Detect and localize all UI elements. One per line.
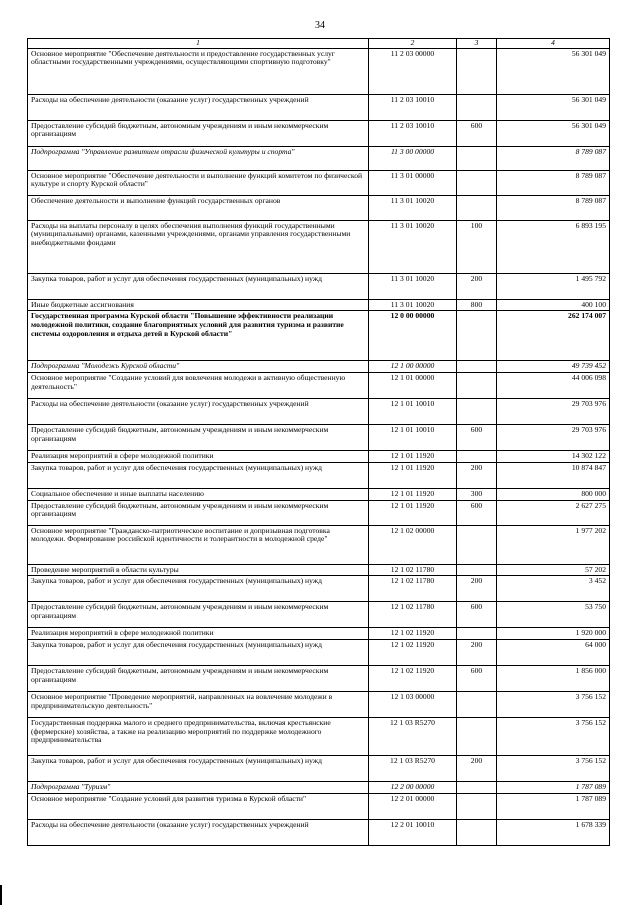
row-amount-cell: 1 920 000 (497, 628, 610, 640)
row-expense-type-cell (457, 373, 497, 399)
row-name-cell: Государственная программа Курской области "Повышение эффективности реализации молодежной политики, создание благоприятных условий для развития туризма и развитие системы оздоровления и отдыха детей в Курской области" (28, 311, 369, 361)
row-expense-type-cell (457, 717, 497, 755)
row-expense-type-cell (457, 311, 497, 361)
table-row (28, 500, 610, 525)
table-row (28, 220, 610, 273)
table-row (28, 781, 610, 793)
row-amount-cell: 3 452 (497, 576, 610, 602)
row-amount-cell: 262 174 007 (497, 311, 610, 361)
row-code-cell: 12 1 02 11780 (369, 602, 457, 628)
row-amount-cell: 400 100 (497, 299, 610, 311)
page-edge-mark (0, 885, 2, 905)
row-amount-cell: 3 756 152 (497, 755, 610, 781)
table-row (28, 146, 610, 170)
row-expense-type-cell (457, 146, 497, 170)
table-row (28, 602, 610, 628)
row-amount-cell: 8 789 087 (497, 195, 610, 220)
row-name-cell: Предоставление субсидий бюджетным, автономным учреждениям и иным некоммерческим организациям (28, 602, 369, 628)
row-expense-type-cell (457, 525, 497, 564)
row-expense-type-cell (457, 793, 497, 819)
table-row (28, 639, 610, 665)
row-code-cell: 11 3 00 00000 (369, 146, 457, 170)
table-row (28, 170, 610, 195)
row-code-cell: 11 3 01 10020 (369, 195, 457, 220)
table-row (28, 793, 610, 819)
table-row (28, 628, 610, 640)
row-code-cell: 12 1 03 R5270 (369, 755, 457, 781)
row-name-cell: Предоставление субсидий бюджетным, автономным учреждениям и иным некоммерческим организациям (28, 665, 369, 691)
row-name-cell: Реализация мероприятий в сфере молодежной политики (28, 628, 369, 640)
row-name-cell: Предоставление субсидий бюджетным, автономным учреждениям и иным некоммерческим организациям (28, 120, 369, 146)
column-header-amount: 4 (497, 39, 610, 49)
row-expense-type-cell: 100 (457, 220, 497, 273)
row-name-cell: Расходы на обеспечение деятельности (оказание услуг) государственных учреждений (28, 94, 369, 120)
table-row (28, 299, 610, 311)
row-amount-cell: 1 787 089 (497, 793, 610, 819)
row-amount-cell: 1 977 202 (497, 525, 610, 564)
row-name-cell: Расходы на обеспечение деятельности (оказание услуг) государственных учреждений (28, 399, 369, 425)
row-name-cell: Основное мероприятие "Обеспечение деятельности и предоставление государственных услуг областными государственными учреждениями, осуществляющими спортивную подготовку" (28, 48, 369, 94)
row-code-cell: 12 2 01 10010 (369, 819, 457, 845)
row-expense-type-cell: 600 (457, 665, 497, 691)
row-code-cell: 11 3 01 00000 (369, 170, 457, 195)
row-expense-type-cell: 200 (457, 273, 497, 299)
row-name-cell: Закупка товаров, работ и услуг для обеспечения государственных (муниципальных) нужд (28, 462, 369, 488)
row-amount-cell: 8 789 087 (497, 170, 610, 195)
column-header-row (28, 39, 610, 49)
row-code-cell: 11 2 03 10010 (369, 94, 457, 120)
row-amount-cell: 44 006 098 (497, 373, 610, 399)
row-expense-type-cell: 200 (457, 462, 497, 488)
row-amount-cell: 2 627 275 (497, 500, 610, 525)
row-expense-type-cell (457, 48, 497, 94)
row-name-cell: Проведение мероприятий в области культуры (28, 564, 369, 576)
table-row (28, 399, 610, 425)
row-code-cell: 11 2 03 00000 (369, 48, 457, 94)
table-row (28, 525, 610, 564)
row-amount-cell: 64 000 (497, 639, 610, 665)
row-name-cell: Подпрограмма "Туризм" (28, 781, 369, 793)
row-amount-cell: 1 678 339 (497, 819, 610, 845)
row-amount-cell: 49 739 452 (497, 361, 610, 373)
row-amount-cell: 8 789 087 (497, 146, 610, 170)
row-amount-cell: 29 703 976 (497, 399, 610, 425)
row-amount-cell: 1 856 000 (497, 665, 610, 691)
row-amount-cell: 56 301 049 (497, 120, 610, 146)
table-row (28, 94, 610, 120)
row-expense-type-cell: 800 (457, 299, 497, 311)
row-amount-cell: 56 301 049 (497, 48, 610, 94)
row-code-cell: 12 1 02 11920 (369, 665, 457, 691)
row-code-cell: 12 1 03 00000 (369, 691, 457, 717)
row-code-cell: 12 1 01 11920 (369, 488, 457, 500)
row-code-cell: 12 2 01 00000 (369, 793, 457, 819)
row-name-cell: Подпрограмма "Молодежь Курской области" (28, 361, 369, 373)
row-amount-cell: 1 787 089 (497, 781, 610, 793)
table-row (28, 488, 610, 500)
column-header-code: 2 (369, 39, 457, 49)
row-name-cell: Расходы на обеспечение деятельности (оказание услуг) государственных учреждений (28, 819, 369, 845)
row-expense-type-cell (457, 361, 497, 373)
row-code-cell: 11 3 01 10020 (369, 220, 457, 273)
row-name-cell: Предоставление субсидий бюджетным, автономным учреждениям и иным некоммерческим организациям (28, 425, 369, 451)
row-amount-cell: 1 495 792 (497, 273, 610, 299)
row-amount-cell: 3 756 152 (497, 717, 610, 755)
row-name-cell: Основное мероприятие "Создание условий для вовлечения молодежи в активную общественную деятельность" (28, 373, 369, 399)
row-amount-cell: 56 301 049 (497, 94, 610, 120)
row-code-cell: 12 1 02 11920 (369, 628, 457, 640)
table-row (28, 576, 610, 602)
row-expense-type-cell (457, 781, 497, 793)
row-code-cell: 12 1 02 00000 (369, 525, 457, 564)
row-name-cell: Основное мероприятие "Создание условий для развития туризма в Курской области" (28, 793, 369, 819)
row-name-cell: Закупка товаров, работ и услуг для обеспечения государственных (муниципальных) нужд (28, 755, 369, 781)
row-expense-type-cell (457, 195, 497, 220)
row-name-cell: Основное мероприятие "Проведение мероприятий, направленных на вовлечение молодежи в предпринимательскую деятельность" (28, 691, 369, 717)
row-code-cell: 12 1 01 11920 (369, 462, 457, 488)
row-expense-type-cell: 600 (457, 120, 497, 146)
table-row (28, 462, 610, 488)
row-code-cell: 12 2 00 00000 (369, 781, 457, 793)
row-amount-cell: 57 202 (497, 564, 610, 576)
row-code-cell: 12 1 01 00000 (369, 373, 457, 399)
row-name-cell: Обеспечение деятельности и выполнение функций государственных органов (28, 195, 369, 220)
row-expense-type-cell: 200 (457, 639, 497, 665)
row-expense-type-cell (457, 399, 497, 425)
page-number: 34 (315, 20, 325, 31)
row-expense-type-cell: 600 (457, 425, 497, 451)
table-row (28, 451, 610, 463)
row-expense-type-cell (457, 94, 497, 120)
row-expense-type-cell (457, 564, 497, 576)
table-body (28, 48, 610, 845)
row-code-cell: 11 2 03 10010 (369, 120, 457, 146)
row-name-cell: Социальное обеспечение и иные выплаты населению (28, 488, 369, 500)
row-name-cell: Закупка товаров, работ и услуг для обеспечения государственных (муниципальных) нужд (28, 576, 369, 602)
table-row (28, 273, 610, 299)
column-header-name: 1 (28, 39, 369, 49)
row-name-cell: Основное мероприятие "Обеспечение деятельности и выполнение функций комитетом по физической культуре и спорту Курской области" (28, 170, 369, 195)
row-expense-type-cell (457, 451, 497, 463)
row-code-cell: 12 1 01 10010 (369, 425, 457, 451)
table-row (28, 361, 610, 373)
row-code-cell: 11 3 01 10020 (369, 299, 457, 311)
row-amount-cell: 29 703 976 (497, 425, 610, 451)
row-expense-type-cell: 600 (457, 500, 497, 525)
table-row (28, 665, 610, 691)
row-expense-type-cell (457, 170, 497, 195)
row-name-cell: Основное мероприятие "Гражданско-патриотическое воспитание и допризывная подготовка молодежи. Формирование российской идентичности и толерантности в молодежной среде" (28, 525, 369, 564)
row-expense-type-cell (457, 819, 497, 845)
row-code-cell: 12 0 00 00000 (369, 311, 457, 361)
row-name-cell: Предоставление субсидий бюджетным, автономным учреждениям и иным некоммерческим организациям (28, 500, 369, 525)
table-row (28, 691, 610, 717)
row-code-cell: 11 3 01 10020 (369, 273, 457, 299)
row-expense-type-cell (457, 691, 497, 717)
row-name-cell: Закупка товаров, работ и услуг для обеспечения государственных (муниципальных) нужд (28, 273, 369, 299)
table-row (28, 564, 610, 576)
table-row (28, 425, 610, 451)
row-code-cell: 12 1 02 11920 (369, 639, 457, 665)
table-row (28, 195, 610, 220)
row-code-cell: 12 1 01 11920 (369, 500, 457, 525)
row-code-cell: 12 1 02 11780 (369, 564, 457, 576)
row-name-cell: Закупка товаров, работ и услуг для обеспечения государственных (муниципальных) нужд (28, 639, 369, 665)
table-row (28, 819, 610, 845)
row-expense-type-cell: 300 (457, 488, 497, 500)
table-row (28, 120, 610, 146)
row-amount-cell: 800 000 (497, 488, 610, 500)
budget-table (27, 38, 610, 846)
row-code-cell: 12 1 02 11780 (369, 576, 457, 602)
row-name-cell: Государственная поддержка малого и среднего предпринимательства, включая крестьянские (фермерские) хозяйства, а также на реализацию мероприятий по поддержке молодежного предпринимательства (28, 717, 369, 755)
table-row (28, 755, 610, 781)
column-header-expense-type: 3 (457, 39, 497, 49)
row-expense-type-cell: 600 (457, 602, 497, 628)
table-row (28, 373, 610, 399)
row-expense-type-cell: 200 (457, 576, 497, 602)
row-name-cell: Подпрограмма "Управление развитием отрасли физической культуры и спорта" (28, 146, 369, 170)
row-code-cell: 12 1 00 00000 (369, 361, 457, 373)
row-amount-cell: 3 756 152 (497, 691, 610, 717)
row-code-cell: 12 1 03 R5270 (369, 717, 457, 755)
table-row (28, 48, 610, 94)
row-name-cell: Иные бюджетные ассигнования (28, 299, 369, 311)
table-row (28, 717, 610, 755)
row-amount-cell: 53 750 (497, 602, 610, 628)
row-expense-type-cell (457, 628, 497, 640)
table-row (28, 311, 610, 361)
row-expense-type-cell: 200 (457, 755, 497, 781)
row-amount-cell: 6 893 195 (497, 220, 610, 273)
row-amount-cell: 10 874 847 (497, 462, 610, 488)
row-code-cell: 12 1 01 10010 (369, 399, 457, 425)
row-name-cell: Расходы на выплаты персоналу в целях обеспечения выполнения функций государственными (муниципальными) органами, казенными учреждениями, органами управления государственными внебюджетными фондами (28, 220, 369, 273)
row-amount-cell: 14 302 122 (497, 451, 610, 463)
row-name-cell: Реализация мероприятий в сфере молодежной политики (28, 451, 369, 463)
row-code-cell: 12 1 01 11920 (369, 451, 457, 463)
